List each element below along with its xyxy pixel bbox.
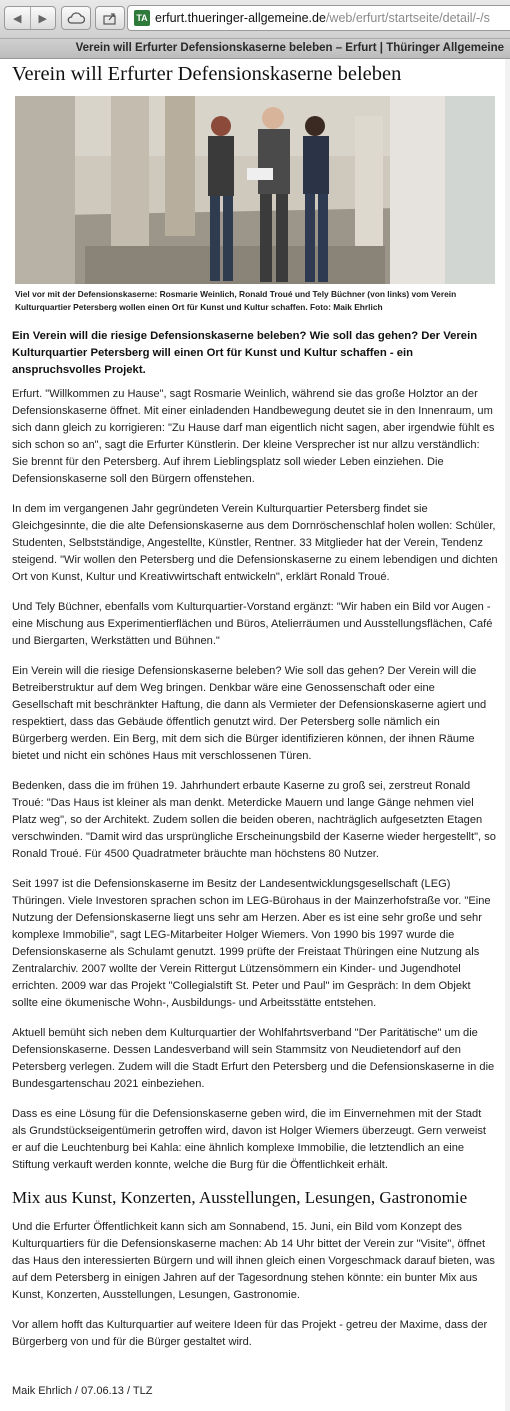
article-paragraph: Seit 1997 ist die Defensionskaserne im Besitz der Landesentwicklungsgesellschaft (LEG) Thüringen. Viele Investoren sprachen schon im LEG-Bürohaus in der Mainzerhofstraße vor. "Eine Nutzung der Defensionskaserne liegt uns sehr am Herzen. Aber es ist eine sehr große und sehr komplexe Immobilie", sagt LEG-Mitarbeiter Holger Wiemers. Von 1990 bis 1997 wurde die Defensionskaserne als Schulamt genutzt. 1999 prüfte der Freistaat Thüringen eine Nutzung als Zentralarchiv. 2007 wollte der Verein Rittergut Lützensömmern ein Kinder- und Jugendhotel errichten. 2009 war das Projekt "Collegialstift St. Peter und Paul" im Gespräch: In dem Objekt sollte eine ökumenische Wohn-, Ausbildungs- und Arbeitsstätte entstehen.: [12, 878, 491, 1009]
cloud-icon: [67, 12, 85, 24]
forward-icon[interactable]: ▶: [38, 12, 47, 25]
photo-image: [15, 96, 495, 284]
url-host: erfurt.thueringer-allgemeine.de: [155, 11, 326, 25]
share-button[interactable]: [95, 6, 125, 30]
nav-buttons: [4, 6, 56, 30]
article-paragraph: Ein Verein will die riesige Defensionskaserne beleben? Wie soll das gehen? Der Verein will die Betreiberstruktur auf dem Weg bringen. Denkbar wäre eine Genossenschaft oder eine Gesellschaft mit beschränkter Haftung, die dann als Vermieter der Defensionskaserne agiert und respektiert, dass das Gebäude öffentlich genutzt wird. Der Petersberg solle nämlich ein Bürgerberg werden. Ein Berg, mit dem sich die Bürger identifizieren können, der ihnen Räume bietet und nicht ein schönes Haus mit verschlossenen Türen.: [12, 665, 487, 762]
article-photo: [15, 96, 495, 284]
article-paragraph: Vor allem hofft das Kulturquartier auf weitere Ideen für das Projekt - getreu der Maxime, dass der Bürgerberg von und für die Bürger gestaltet wird.: [12, 1319, 488, 1348]
article-lead: Ein Verein will die riesige Defensionskaserne beleben? Wie soll das gehen? Der Verein Kulturquartier Petersberg will einen Ort für Kunst und Kultur schaffen - ein anspruchsvolles Projekt.: [12, 330, 478, 376]
browser-toolbar: [0, 0, 510, 39]
scrollbar[interactable]: [505, 59, 510, 1411]
article-paragraph: Und die Erfurter Öffentlichkeit kann sich am Sonnabend, 15. Juni, ein Bild vom Konzept des Kulturquartiers für die Defensionskaserne machen: Ab 14 Uhr bittet der Verein zur "Visite", öffnet das Haus den interessierten Bürgern und will ihnen gleich einen Vorgeschmack darauf bieten, was auf dem Petersberg in einigen Jahren auf der Tagesordnung stehen könnte: ein bunter Mix aus Kunst, Konzerten, Ausstellungen, Lesungen, Gastronomie.: [12, 1221, 495, 1301]
article-paragraph: In dem im vergangenen Jahr gegründeten Verein Kulturquartier Petersberg findet sie Gleichgesinnte, die die alte Defensionskaserne aus dem Dornröschenschlaf holen wollen: Schüler, Studenten, Selbstständige, Angestellte, Künstler, Rentner. 33 Mitglieder hat der Verein, Tendenz steigend. "Wir wollen den Petersberg und die Defensionskaserne zu einem lebendigen und dichten Ort von Kunst, Kultur und Kreativwirtschaft entwickeln", erklärt Ronald Troué.: [12, 503, 498, 583]
tab-bar: [0, 39, 510, 59]
article-paragraph: Und Tely Büchner, ebenfalls vom Kulturquartier-Vorstand ergänzt: "Wir haben ein Bild vor Augen - eine Mischung aus Experimentierflächen und Büros, Atelierräumen und Ausstellungsflächen, Café und Biergarten, Werkstätten und Bühnen.": [12, 601, 493, 647]
article-paragraph: Aktuell bemüht sich neben dem Kulturquartier der Wohlfahrtsverband "Der Paritätische" um die Defensionskaserne. Dessen Landesverband will sein Stammsitz von Neudietendorf auf den Petersberg verlegen. Zudem will die Stadt Erfurt den Petersberg und die Defensionskaserne in die Bundesgartenschau 2021 einbeziehen.: [12, 1027, 495, 1090]
back-icon[interactable]: ◀: [5, 7, 31, 29]
photo-caption: Viel vor mit der Defensionskaserne: Rosmarie Weinlich, Ronald Troué und Tely Büchner (von links) vom Verein Kulturquartier Petersberg wollen einen Ort für Kunst und Kultur schaffen. Foto: Maik Ehrlich: [15, 289, 457, 312]
article-paragraph: Dass es eine Lösung für die Defensionskaserne geben wird, die im Einvernehmen mit der Stadt als Grundstückseigentümerin getroffen wird, davon ist Holger Wiemers überzeugt. Gern verweist er auf die Leuchtenburg bei Kahla: eine ähnlich komplexe Immobilie, die letztendlich an eine Stiftung verkauft werden konnte, welche die Burg für die Öffentlichkeit erhält.: [12, 1108, 486, 1171]
url-text: [155, 10, 490, 26]
article: [12, 60, 498, 1397]
article-body: [12, 386, 498, 1364]
article-author: Maik Ehrlich / 07.06.13 / TLZ: [12, 1385, 153, 1397]
tab-title[interactable]: Verein will Erfurter Defensionskaserne beleben – Erfurt | Thüringer Allgemeine: [75, 42, 504, 54]
article-title: Verein will Erfurter Defensionskaserne beleben: [12, 63, 402, 85]
article-paragraph: Erfurt. "Willkommen zu Hause", sagt Rosmarie Weinlich, während sie das große Holztor an der Defensionskaserne öffnet. Mit einer einladenden Handbewegung deutet sie in den Innenraum, um sich dann gleich zu korrigieren: "Zu Hause darf man eigentlich nicht sagen, aber irgendwie fühlt es sich schon so an", sagt die Erfurter Künstlerin. Der kleine Versprecher ist nur allzu verständlich: Sie brennt für den Petersberg. Auf ihrem Lieblingsplatz soll wieder Leben einziehen. Die Defensionskaserne soll den Bürgern offenstehen.: [12, 388, 495, 485]
icloud-button[interactable]: [61, 6, 91, 30]
share-icon: [102, 11, 118, 25]
article-subheading: Mix aus Kunst, Konzerten, Ausstellungen, Lesungen, Gastronomie: [12, 1188, 468, 1207]
url-path: /web/erfurt/startseite/detail/-/s: [325, 11, 490, 25]
address-bar[interactable]: [127, 5, 510, 31]
article-paragraph: Bedenken, dass die im frühen 19. Jahrhundert erbaute Kaserne zu groß sei, zerstreut Ronald Troué: "Das Haus ist kleiner als man denkt. Meterdicke Mauern und lange Gänge nehmen viel Platz weg", so der Architekt. Zudem sollen die beiden oberen, nachträglich aufgesetzten Etagen verschwinden. "Damit wird das ursprüngliche Erscheinungsbild der Kaserne wieder hergestellt", so Ronald Troué. Für 4500 Quadratmeter bräuchte man höchstens 80 Nutzer.: [12, 780, 496, 860]
site-favicon: TA: [134, 10, 150, 26]
